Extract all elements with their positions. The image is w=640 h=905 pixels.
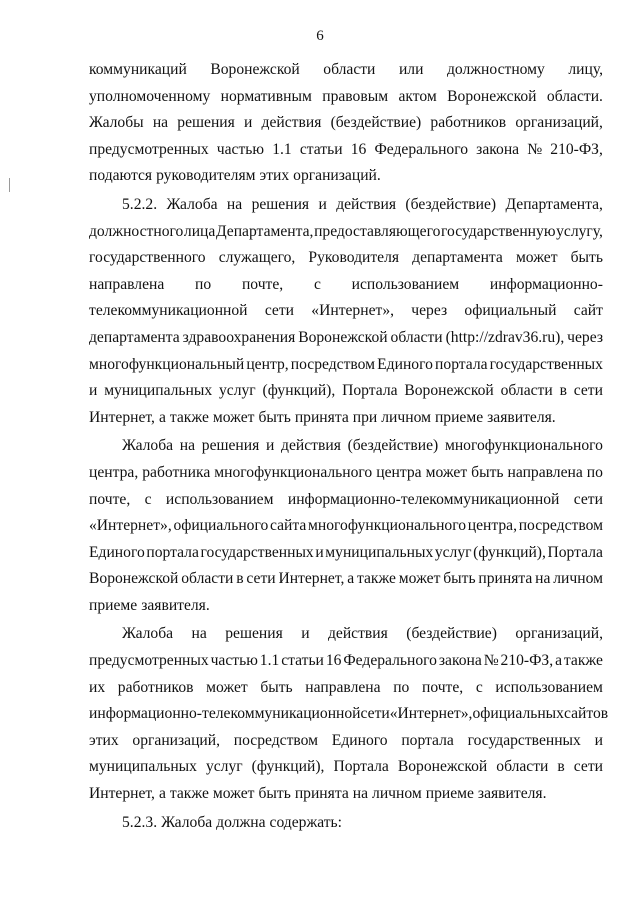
- word: направлена: [507, 463, 583, 481]
- text-line: [89, 57, 603, 84]
- word: портала: [146, 543, 199, 561]
- word: предоставляющего: [314, 222, 441, 240]
- word: на: [179, 437, 196, 455]
- word: организаций.: [293, 167, 381, 185]
- word: по: [586, 463, 603, 481]
- text-line: [89, 84, 603, 111]
- word: области: [181, 570, 234, 588]
- word: использованием: [165, 490, 274, 508]
- word: приеме: [89, 596, 138, 614]
- word: правовым: [322, 87, 389, 105]
- word: организаций,: [515, 625, 603, 643]
- word: статьи: [281, 652, 324, 670]
- word: и: [318, 195, 327, 213]
- word: Портала: [342, 382, 398, 400]
- word: информационно-: [489, 275, 603, 293]
- word: частью: [210, 652, 258, 670]
- word: а: [347, 570, 355, 588]
- text-line: [89, 272, 603, 299]
- word: может: [212, 408, 255, 426]
- word: государственных: [489, 355, 603, 373]
- word: быть: [258, 408, 291, 426]
- word: личном: [553, 570, 603, 588]
- word: а: [158, 785, 166, 803]
- word: многофункциональный: [89, 355, 245, 373]
- text-line: [89, 701, 609, 728]
- word: портала: [435, 355, 488, 373]
- word: и: [315, 543, 324, 561]
- word: направлена: [305, 678, 381, 696]
- paragraph: [89, 621, 609, 807]
- word: Жалоба: [122, 625, 174, 643]
- text-line: [89, 675, 603, 702]
- word: предусмотренных: [89, 652, 209, 670]
- word: департамента: [412, 249, 503, 267]
- word: Интернет,: [278, 570, 345, 588]
- word: Интернет,: [89, 408, 155, 426]
- word: почте,: [241, 275, 284, 293]
- word: закона: [476, 140, 520, 158]
- word: посредством: [233, 731, 319, 749]
- word: также: [563, 652, 603, 670]
- word: многофункционального: [214, 463, 373, 481]
- word: лицу,: [568, 61, 603, 78]
- text-line: [89, 325, 603, 352]
- word: 5.2.2.: [122, 195, 158, 213]
- word: посредством: [518, 517, 603, 535]
- word: личном: [372, 785, 422, 803]
- word: (бездействие): [330, 114, 422, 132]
- word: услуг: [218, 382, 256, 400]
- word: приеме: [434, 408, 484, 426]
- page-number: 6: [316, 28, 324, 44]
- word: служащего,: [218, 249, 296, 267]
- word: официальных: [472, 705, 564, 723]
- word: муниципальных: [104, 382, 213, 400]
- word: сайтов: [563, 705, 609, 723]
- text-line: [89, 781, 603, 808]
- word: решения: [177, 114, 235, 132]
- word: решения: [251, 195, 310, 213]
- word: области: [496, 758, 549, 776]
- word: быть: [471, 463, 504, 481]
- word: направлена: [89, 275, 165, 293]
- word: официального: [173, 517, 269, 535]
- word: почте,: [421, 678, 464, 696]
- text-line: [89, 540, 603, 567]
- word: заявителя.: [141, 596, 210, 614]
- word: Интернет,: [89, 785, 155, 803]
- word: по: [195, 275, 212, 293]
- word: телекоммуникационной: [89, 302, 248, 320]
- word: принята: [294, 408, 349, 426]
- text-line: [89, 754, 603, 781]
- word: (бездействие): [405, 195, 497, 213]
- word: содержать:: [269, 813, 343, 831]
- text-line: [89, 219, 603, 246]
- text-line: [89, 566, 603, 593]
- word: быть: [260, 678, 293, 696]
- text-line: [89, 405, 603, 432]
- word: при: [352, 408, 378, 426]
- word: приеме: [425, 785, 474, 803]
- word: частью: [216, 140, 265, 158]
- scan-edge-mark: [9, 178, 10, 192]
- word: «Интернет»,: [89, 517, 172, 535]
- word: многофункционального: [444, 437, 603, 455]
- paragraph: [89, 433, 603, 619]
- word: Федерального: [374, 140, 469, 158]
- word: муниципальных: [89, 758, 197, 776]
- word: на: [352, 785, 369, 803]
- word: в: [236, 570, 244, 588]
- word: услугу,: [556, 222, 603, 240]
- word: руководителям: [156, 167, 256, 185]
- word: также: [169, 785, 209, 803]
- word: услуг: [434, 543, 472, 561]
- word: и: [594, 731, 603, 749]
- text-line: [89, 728, 603, 755]
- word: (функций),: [473, 543, 546, 561]
- word: области.: [546, 87, 603, 105]
- word: и: [265, 437, 275, 455]
- word: организаций,: [132, 731, 221, 749]
- word: Департамента,: [505, 195, 603, 213]
- word: работников: [117, 678, 194, 696]
- text-line: [89, 192, 603, 219]
- word: сайт: [573, 302, 603, 320]
- word: государственную: [441, 222, 556, 240]
- word: организаций,: [515, 114, 603, 132]
- word: в: [559, 382, 567, 400]
- word: Жалоба: [166, 195, 218, 213]
- word: может: [515, 249, 558, 267]
- text-line: [89, 621, 603, 648]
- word: «Интернет»,: [389, 705, 473, 723]
- word: (бездействие): [406, 625, 497, 643]
- word: на: [152, 114, 169, 132]
- word: также: [356, 570, 396, 588]
- text-line: [89, 245, 603, 272]
- word: (функций),: [251, 758, 325, 776]
- word: сети: [360, 705, 390, 723]
- word: Воронежской: [447, 87, 537, 105]
- word: государственных: [200, 543, 314, 561]
- word: личном: [381, 408, 431, 426]
- word: использованием: [495, 678, 603, 696]
- word: многофункционального: [308, 517, 467, 535]
- word: 16: [325, 652, 342, 670]
- word: этих: [89, 731, 119, 749]
- word: посредством: [290, 355, 376, 373]
- word: на: [191, 625, 207, 643]
- word: заявителя.: [477, 785, 547, 803]
- word: через: [411, 302, 448, 320]
- word: государственного: [89, 249, 206, 267]
- text-line: [89, 810, 603, 837]
- word: Единого: [377, 355, 433, 373]
- word: 210-ФЗ,: [550, 140, 603, 158]
- word: принята: [478, 570, 533, 588]
- word: сети: [264, 302, 295, 320]
- word: (функций),: [262, 382, 336, 400]
- text-line: [89, 433, 603, 460]
- text-line: [89, 593, 603, 620]
- word: Федерального: [343, 652, 437, 670]
- word: действия: [281, 437, 341, 455]
- word: №: [527, 140, 543, 158]
- word: решения: [201, 437, 260, 455]
- word: информационно-телекоммуникационной: [287, 490, 560, 508]
- word: может: [425, 463, 468, 481]
- word: сети: [573, 758, 603, 776]
- word: использованием: [351, 275, 460, 293]
- word: 5.2.3.: [122, 813, 158, 831]
- word: центра,: [467, 517, 517, 535]
- text-line: [89, 513, 603, 540]
- word: работников: [430, 114, 507, 132]
- paragraph: [89, 810, 603, 837]
- word: закона: [438, 652, 482, 670]
- word: решения: [225, 625, 283, 643]
- word: №: [483, 652, 499, 670]
- word: Департамента,: [215, 222, 314, 240]
- word: Воронежской: [89, 570, 179, 588]
- word: Воронежской: [298, 328, 388, 346]
- word: заявителя.: [487, 408, 556, 426]
- word: области: [390, 328, 443, 346]
- word: предусмотренных: [89, 140, 209, 158]
- word: коммуникаций: [89, 61, 187, 78]
- word: быть: [570, 249, 603, 267]
- word: уполномоченному: [89, 87, 211, 105]
- word: области: [500, 382, 553, 400]
- text-line: [89, 378, 603, 405]
- word: и: [301, 625, 310, 643]
- word: их: [89, 678, 106, 696]
- word: должностному: [446, 61, 545, 78]
- word: и: [244, 114, 253, 132]
- text-line: [89, 137, 603, 164]
- word: Руководителя: [308, 249, 400, 267]
- word: должна: [216, 813, 266, 831]
- word: Единого: [89, 543, 145, 561]
- word: или: [398, 61, 424, 78]
- word: действия: [261, 114, 322, 132]
- word: статьи: [299, 140, 343, 158]
- word: почте,: [89, 490, 131, 508]
- word: действия: [336, 195, 397, 213]
- word: также: [169, 408, 209, 426]
- word: 16: [350, 140, 367, 158]
- word: с: [475, 678, 483, 696]
- text-line: [89, 298, 603, 325]
- word: Портала: [547, 543, 603, 561]
- word: подаются: [89, 167, 153, 185]
- word: через: [567, 328, 603, 346]
- text-line: [89, 487, 603, 514]
- word: может: [212, 785, 255, 803]
- word: центр,: [246, 355, 289, 373]
- paragraph: [89, 57, 603, 190]
- word: принята: [294, 785, 349, 803]
- word: Жалобы: [89, 114, 144, 132]
- word: здравоохранения: [182, 328, 296, 346]
- word: муниципальных: [325, 543, 434, 561]
- word: лица: [183, 222, 216, 240]
- word: департамента: [89, 328, 180, 346]
- word: Воронежской: [404, 382, 494, 400]
- text-line: [89, 460, 603, 487]
- word: быть: [258, 785, 291, 803]
- word: центра: [376, 463, 422, 481]
- word: нормативным: [220, 87, 312, 105]
- text-line: [89, 648, 603, 675]
- paragraph: [89, 192, 603, 431]
- word: сети: [573, 490, 603, 508]
- word: с: [144, 490, 152, 508]
- word: в: [557, 758, 565, 776]
- word: (http://zdrav36.ru),: [445, 328, 565, 346]
- text-line: [89, 110, 603, 137]
- word: Единого: [331, 731, 388, 749]
- word: действия: [327, 625, 388, 643]
- word: центра,: [89, 463, 139, 481]
- word: 1.1: [272, 140, 292, 158]
- text-line: [89, 352, 603, 379]
- word: Воронежской: [210, 61, 300, 78]
- word: и: [89, 382, 98, 400]
- word: может: [398, 570, 441, 588]
- word: услуг: [205, 758, 243, 776]
- word: 210-ФЗ,: [500, 652, 554, 670]
- word: сети: [246, 570, 276, 588]
- word: информационно-телекоммуникационной: [89, 705, 361, 723]
- word: с: [313, 275, 321, 293]
- word: «Интернет»,: [311, 302, 395, 320]
- word: может: [206, 678, 248, 696]
- word: Жалоба: [122, 437, 174, 455]
- word: области: [323, 61, 376, 78]
- word: быть: [443, 570, 476, 588]
- word: работника: [142, 463, 211, 481]
- word: Портала: [333, 758, 389, 776]
- word: этих: [259, 167, 290, 185]
- word: (бездействие): [347, 437, 439, 455]
- word: актом: [398, 87, 437, 105]
- word: Воронежской: [397, 758, 488, 776]
- word: официальный: [464, 302, 557, 320]
- word: государственных: [467, 731, 581, 749]
- word: Жалоба: [161, 813, 213, 831]
- word: на: [535, 570, 551, 588]
- word: портала: [401, 731, 454, 749]
- word: 1.1: [259, 652, 280, 670]
- text-line: [89, 163, 603, 190]
- word: сайта: [270, 517, 307, 535]
- word: по: [393, 678, 410, 696]
- word: а: [158, 408, 166, 426]
- word: а: [555, 652, 562, 670]
- document-body: [89, 57, 609, 836]
- word: должностного: [89, 222, 184, 240]
- word: на: [226, 195, 243, 213]
- word: сети: [573, 382, 603, 400]
